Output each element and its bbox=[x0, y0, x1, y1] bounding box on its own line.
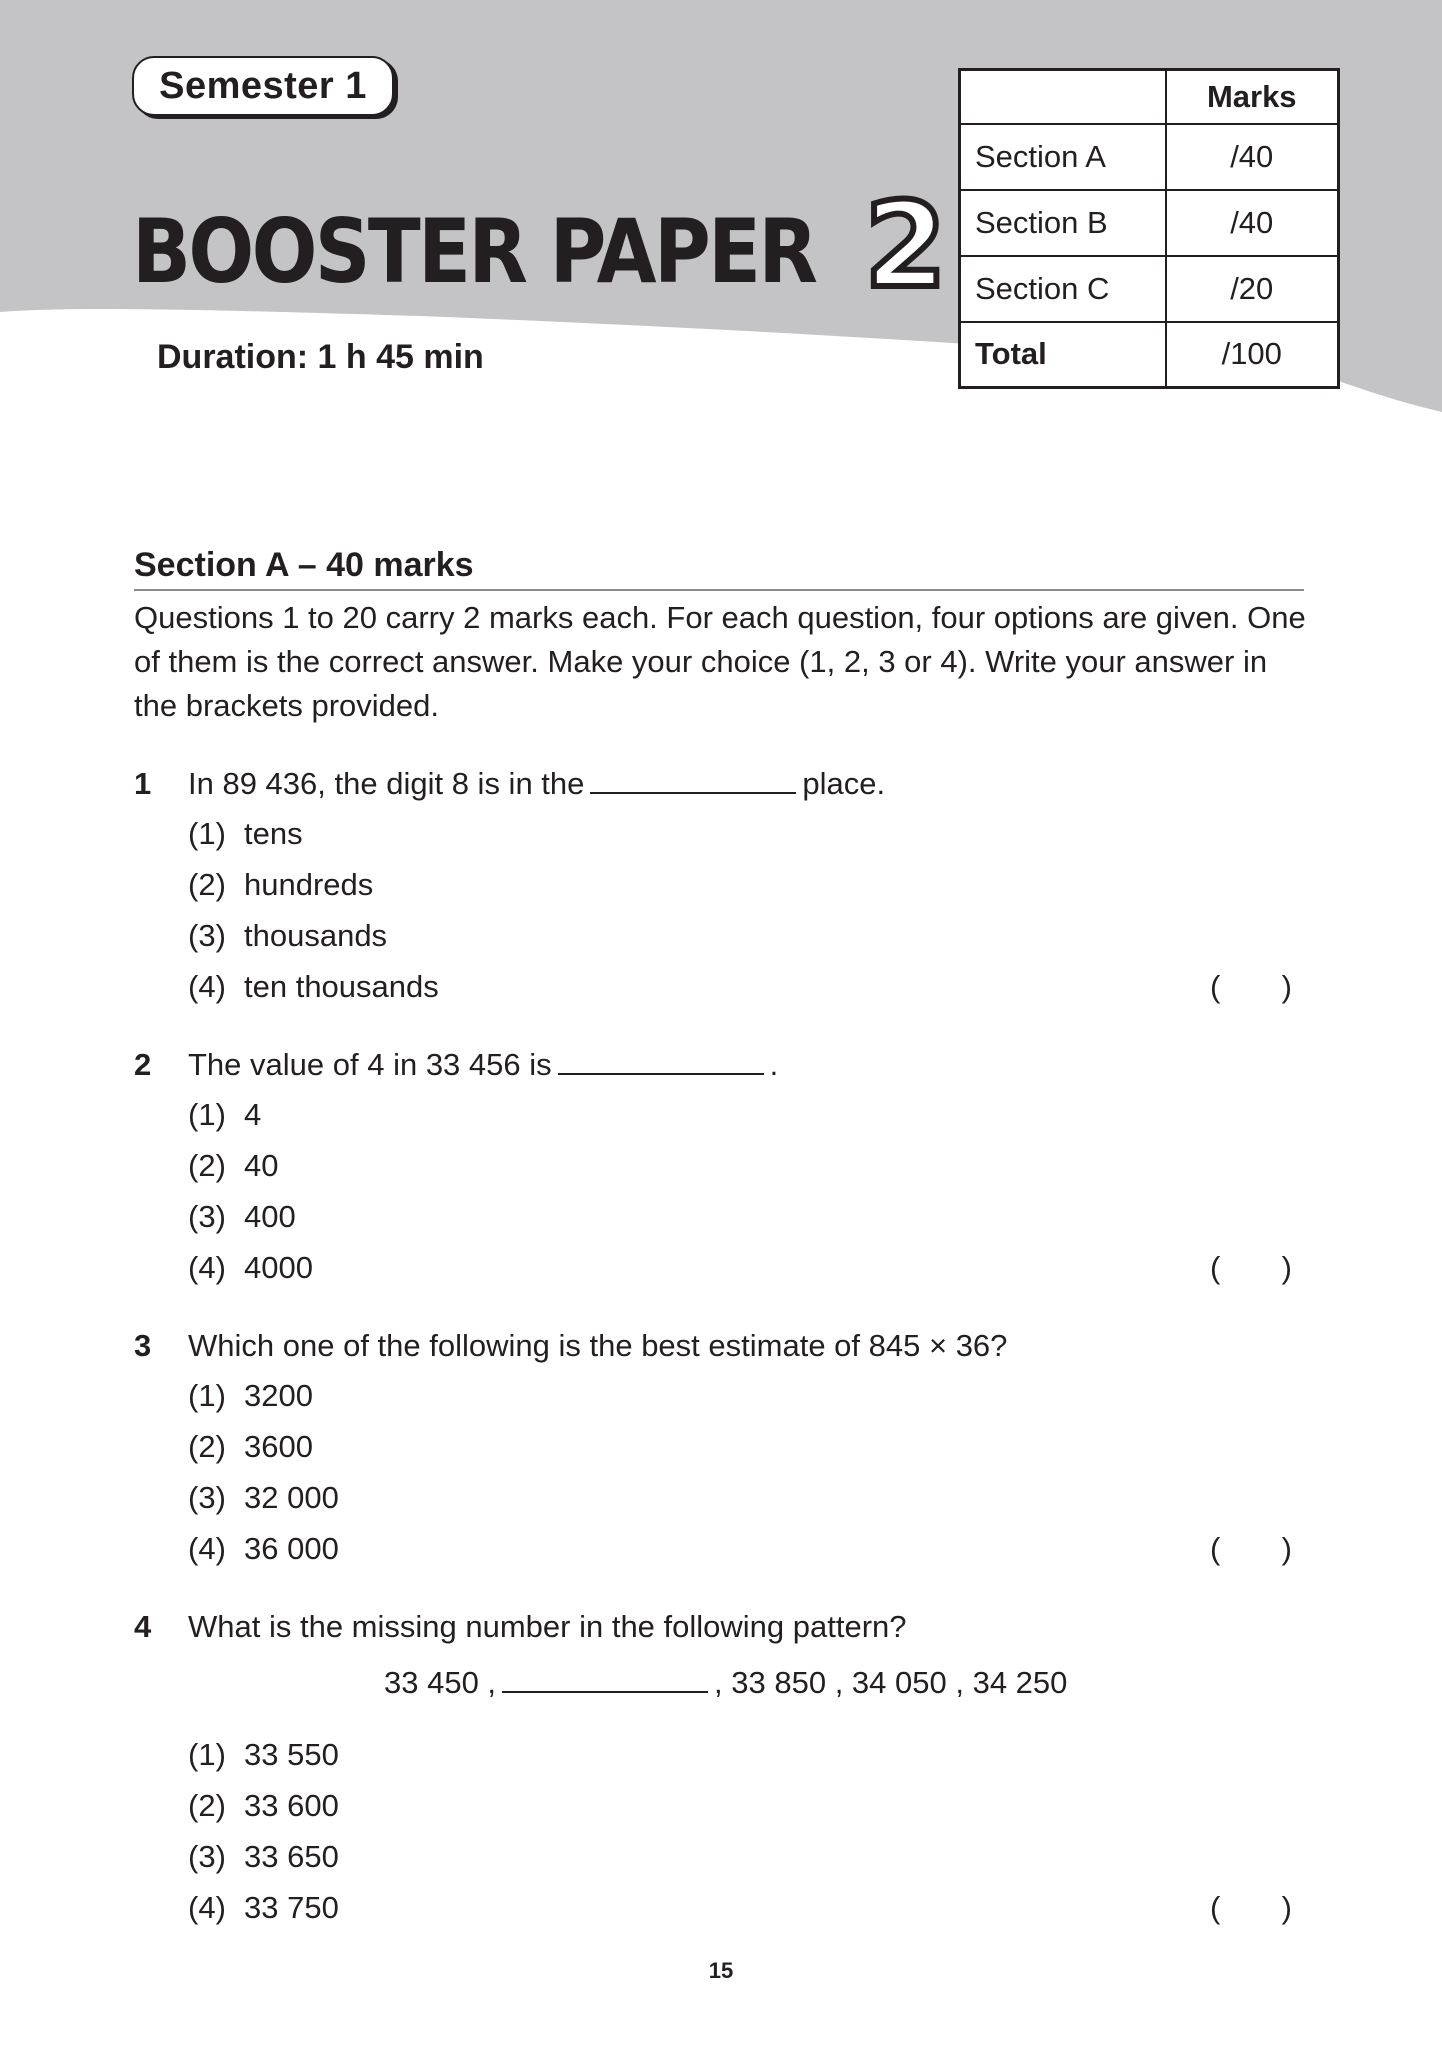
option-number: (4) bbox=[188, 1890, 226, 1925]
bracket-close: ) bbox=[1281, 1890, 1292, 1925]
question-number: 2 bbox=[134, 1047, 152, 1082]
option-text: 3200 bbox=[244, 1378, 313, 1413]
bracket-open: ( bbox=[1210, 1531, 1221, 1566]
section-heading: Section A – 40 marks bbox=[134, 546, 1304, 591]
option-number: (3) bbox=[188, 1199, 226, 1234]
answer-blank bbox=[558, 1047, 764, 1075]
question-text: Which one of the following is the best estimate of 845 × 36? bbox=[188, 1328, 1008, 1363]
answer-bracket[interactable] bbox=[1210, 969, 1292, 1005]
option bbox=[188, 1480, 339, 1516]
marks-table bbox=[958, 68, 1340, 389]
question-text bbox=[188, 766, 885, 802]
option-number: (2) bbox=[188, 1788, 226, 1823]
paper-title bbox=[132, 176, 947, 314]
option-number: (3) bbox=[188, 918, 226, 953]
paper-title-text: BOOSTER PAPER bbox=[132, 200, 816, 303]
option-text: 32 000 bbox=[244, 1480, 339, 1515]
option-number: (3) bbox=[188, 1839, 226, 1874]
number-pattern bbox=[384, 1665, 1067, 1701]
option-number: (3) bbox=[188, 1480, 226, 1515]
duration: Duration: 1 h 45 min bbox=[157, 338, 484, 376]
option-text: 4000 bbox=[244, 1250, 313, 1285]
marks-row-label: Section A bbox=[960, 124, 1166, 190]
bracket-close: ) bbox=[1281, 1250, 1292, 1285]
option-number: (1) bbox=[188, 1737, 226, 1772]
marks-row-label: Section C bbox=[960, 256, 1166, 322]
option bbox=[188, 1250, 313, 1286]
bracket-open: ( bbox=[1210, 1250, 1221, 1285]
bracket-close: ) bbox=[1281, 969, 1292, 1004]
option bbox=[188, 816, 303, 852]
marks-row-value: /20 bbox=[1166, 256, 1339, 322]
question-text-after: . bbox=[769, 1047, 779, 1082]
option bbox=[188, 1788, 339, 1824]
marks-total-value: /100 bbox=[1166, 322, 1339, 388]
marks-total-label: Total bbox=[960, 322, 1166, 388]
marks-row-value: /40 bbox=[1166, 124, 1339, 190]
option-text: 4 bbox=[244, 1097, 262, 1132]
option-text: hundreds bbox=[244, 867, 374, 902]
option-text: 40 bbox=[244, 1148, 279, 1183]
answer-bracket[interactable] bbox=[1210, 1250, 1292, 1286]
question-text bbox=[188, 1047, 778, 1083]
option-number: (2) bbox=[188, 1148, 226, 1183]
bracket-open: ( bbox=[1210, 969, 1221, 1004]
option-number: (1) bbox=[188, 816, 226, 851]
option-number: (4) bbox=[188, 1250, 226, 1285]
question-number: 3 bbox=[134, 1328, 152, 1363]
option-text: 36 000 bbox=[244, 1531, 339, 1566]
option-text: ten thousands bbox=[244, 969, 439, 1004]
question-text: What is the missing number in the following pattern? bbox=[188, 1609, 907, 1644]
option bbox=[188, 1839, 339, 1875]
option-number: (1) bbox=[188, 1097, 226, 1132]
option bbox=[188, 1737, 339, 1773]
answer-bracket[interactable] bbox=[1210, 1890, 1292, 1926]
option-number: (4) bbox=[188, 1531, 226, 1566]
semester-badge: Semester 1 bbox=[132, 56, 394, 116]
question-number: 4 bbox=[134, 1609, 152, 1644]
marks-row-label: Section B bbox=[960, 190, 1166, 256]
option bbox=[188, 1429, 313, 1465]
option-text: 400 bbox=[244, 1199, 296, 1234]
marks-table-row bbox=[960, 256, 1339, 322]
question-text-before: In 89 436, the digit 8 is in the bbox=[188, 766, 585, 801]
marks-table-corner bbox=[960, 70, 1166, 124]
option bbox=[188, 1199, 296, 1235]
option-text: tens bbox=[244, 816, 303, 851]
pattern-before: 33 450 , bbox=[384, 1665, 497, 1700]
bracket-open: ( bbox=[1210, 1890, 1221, 1925]
question-number: 1 bbox=[134, 766, 152, 801]
option-text: 33 600 bbox=[244, 1788, 339, 1823]
pattern-after: , 33 850 , 34 050 , 34 250 bbox=[714, 1665, 1068, 1700]
question-text-after: place. bbox=[802, 766, 886, 801]
option bbox=[188, 1148, 278, 1184]
option-number: (2) bbox=[188, 1429, 226, 1464]
pattern-blank bbox=[502, 1665, 708, 1693]
answer-bracket[interactable] bbox=[1210, 1531, 1292, 1567]
marks-table-total-row bbox=[960, 322, 1339, 388]
marks-table-row bbox=[960, 124, 1339, 190]
section-instructions: Questions 1 to 20 carry 2 marks each. For each question, four options are given. One of them is the correct answer. Make your choice (1, 2, 3 or 4). Write your answer in the brackets provided. bbox=[134, 600, 1306, 723]
option-text: 33 550 bbox=[244, 1737, 339, 1772]
page-number: 15 bbox=[708, 1958, 734, 1983]
option-text: thousands bbox=[244, 918, 388, 953]
option-text: 33 650 bbox=[244, 1839, 339, 1874]
option-number: (2) bbox=[188, 867, 226, 902]
option bbox=[188, 1378, 313, 1414]
option bbox=[188, 969, 439, 1005]
marks-table-header: Marks bbox=[1166, 70, 1339, 124]
option bbox=[188, 1531, 339, 1567]
paper-number: 2 bbox=[864, 176, 947, 314]
bracket-close: ) bbox=[1281, 1531, 1292, 1566]
question-text-before: The value of 4 in 33 456 is bbox=[188, 1047, 552, 1082]
option-number: (1) bbox=[188, 1378, 226, 1413]
marks-row-value: /40 bbox=[1166, 190, 1339, 256]
marks-table-header-row bbox=[960, 70, 1339, 124]
marks-table-row bbox=[960, 190, 1339, 256]
option-text: 33 750 bbox=[244, 1890, 339, 1925]
answer-blank bbox=[590, 766, 796, 794]
option bbox=[188, 1097, 261, 1133]
option bbox=[188, 867, 373, 903]
option bbox=[188, 1890, 339, 1926]
option-text: 3600 bbox=[244, 1429, 313, 1464]
option bbox=[188, 918, 387, 954]
option-number: (4) bbox=[188, 969, 226, 1004]
